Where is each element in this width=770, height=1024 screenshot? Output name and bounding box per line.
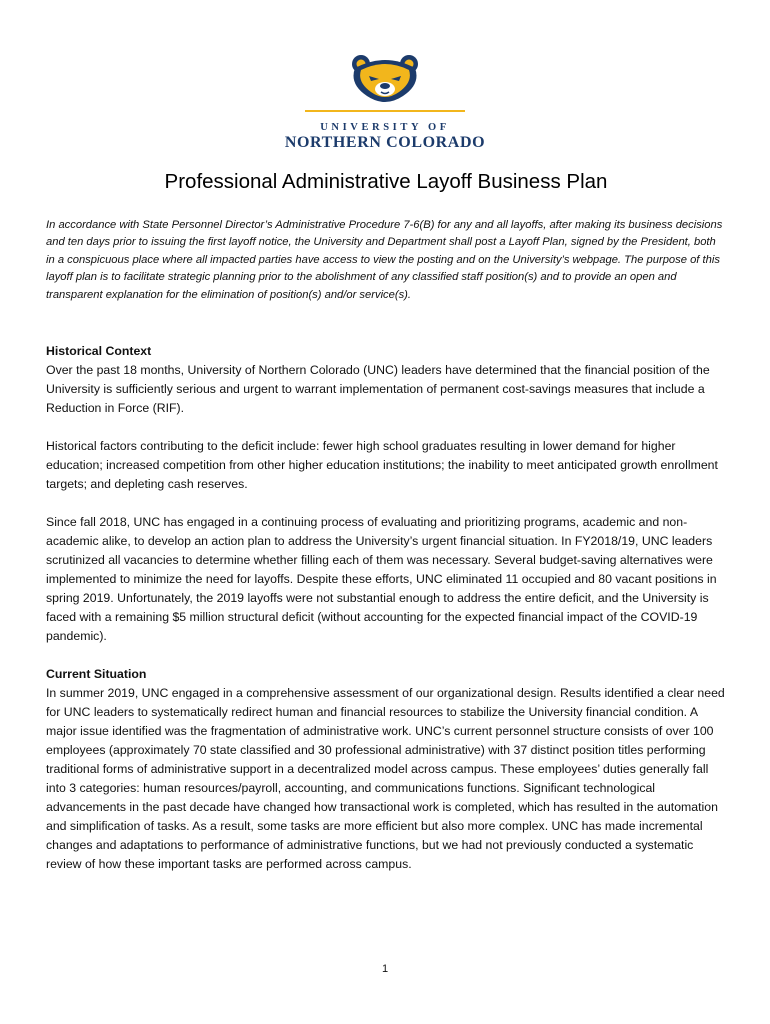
- section-heading: Current Situation: [46, 667, 147, 682]
- paragraph: Since fall 2018, UNC has engaged in a continuing process of evaluating and prioritizing programs, academic and non-academic alike, to develop an action plan to address the University’s urgent financial situation. In FY2018/19, UNC leaders scrutinized all vacancies to determine whether filling each of them was necessary. Several budget-saving alternatives were implemented to minimize the need for layoffs. Despite these efforts, UNC eliminated 11 occupied and 80 vacant positions in spring 2019. Unfortunately, the 2019 layoffs were not substantial enough to address the entire deficit, and the University is faced with a remaining $5 million structural deficit (without accounting for the expected financial impact of the COVID-19 pandemic).: [46, 515, 717, 644]
- logo-university-of: UNIVERSITY OF: [320, 122, 450, 133]
- section-historical-context: [46, 342, 726, 646]
- section-heading: Historical Context: [46, 344, 152, 359]
- section-current-situation: [46, 665, 726, 874]
- paragraph: Over the past 18 months, University of Northern Colorado (UNC) leaders have determined that the financial position of the University is sufficiently serious and urgent to warrant implementation of permanent cost-savings measures that include a Reduction in Force (RIF).: [46, 363, 710, 416]
- page-number: 1: [381, 963, 389, 975]
- document-body: [46, 170, 726, 893]
- logo-northern-colorado: NORTHERN COLORADO: [284, 134, 486, 151]
- bear-mascot-icon: [337, 52, 433, 106]
- page-title: Professional Administrative Layoff Business Plan: [164, 170, 608, 193]
- paragraph: In summer 2019, UNC engaged in a comprehensive assessment of our organizational design. Results identified a clear need for UNC leaders to systematically redirect human and financial resources to stabilize the University financial condition. A major issue identified was the fragmentation of administrative work. UNC’s current personnel structure consists of over 100 employees (approximately 70 state classified and 30 professional administrative) with 37 distinct position titles performing traditional forms of administrative support in a decentralized model across campus. These employees’ duties generally fall into 3 categories: human resources/payroll, accounting, and communications functions. Significant technological advancements in the past decade have changed how transactional work is completed, which has resulted in the automation and simplification of tasks. As a result, some tasks are more efficient but also more complex. UNC has made incremental changes and adaptations to performance of administrative functions, but we had not previously conducted a systematic review of how these important tasks are performed across campus.: [46, 686, 725, 872]
- intro-paragraph: In accordance with State Personnel Director’s Administrative Procedure 7-6(B) for any and all layoffs, after making its business decisions and ten days prior to issuing the first layoff notice, the University and Department shall post a Layoff Plan, signed by the President, both in a conspicuous place where all impacted parties have access to view the posting and on the University’s webpage. The purpose of this layoff plan is to facilitate strategic planning prior to the abolishment of any classified staff position(s) and to provide an open and transparent explanation for the elimination of position(s) and/or service(s).: [46, 219, 723, 301]
- university-logo: [0, 52, 770, 152]
- paragraph: Historical factors contributing to the deficit include: fewer high school graduates resulting in lower demand for higher education; increased competition from other higher education institutions; the inability to meet anticipated growth enrollment targets; and depleting cash reserves.: [46, 439, 718, 492]
- logo-divider: [305, 108, 465, 114]
